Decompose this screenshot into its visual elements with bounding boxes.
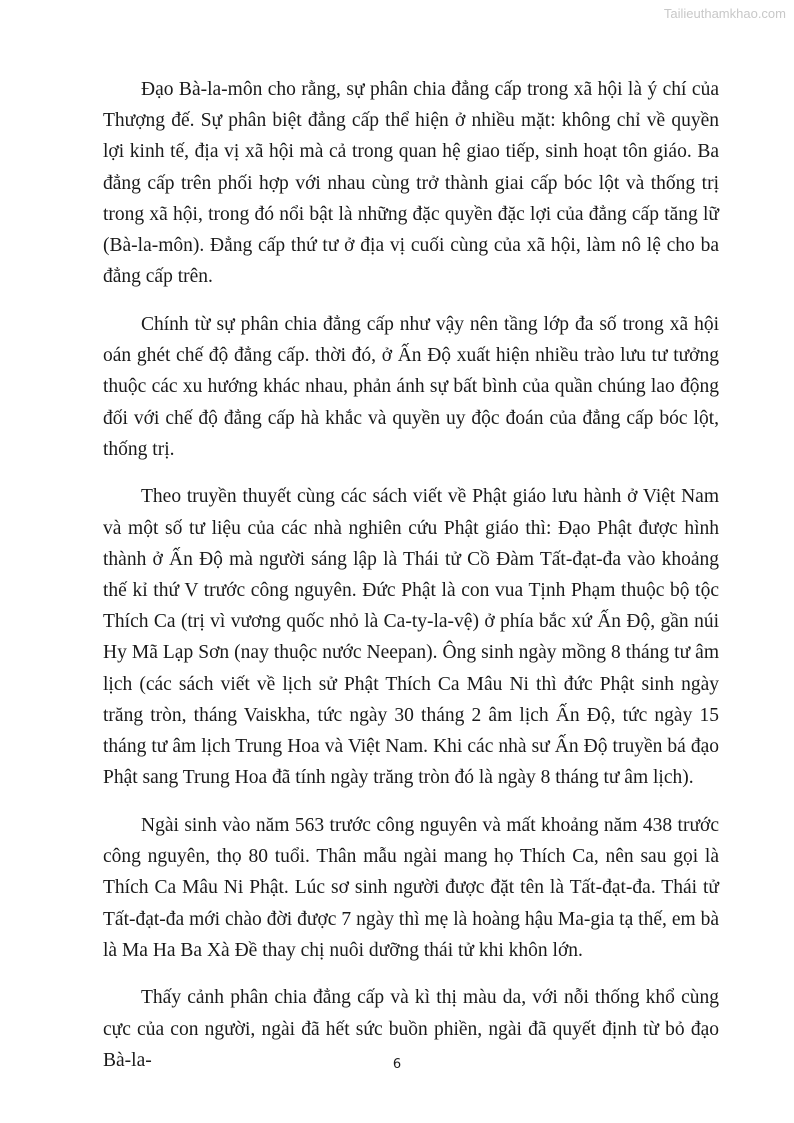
paragraph-4: Ngài sinh vào năm 563 trước công nguyên và mất khoảng năm 438 trước công nguyên, thọ 80 tuổi. Thân mẫu ngài mang họ Thích Ca, nên sau gọi là Thích Ca Mâu Ni Phật. Lúc sơ sinh người được đặt tên là Tất-đạt-đa. Thái tử Tất-đạt-đa mới chào đời được 7 ngày thì mẹ là hoàng hậu Ma-gia tạ thế, em bà là Ma Ha Ba Xà Đề thay chị nuôi dưỡng thái tử khi khôn lớn.: [103, 814, 719, 961]
paragraph-1: Đạo Bà-la-môn cho rằng, sự phân chia đẳng cấp trong xã hội là ý chí của Thượng đế. Sự phân biệt đẳng cấp thể hiện ở nhiều mặt: không chỉ về quyền lợi kinh tế, địa vị xã hội mà cả trong quan hệ giao tiếp, sinh hoạt tôn giáo. Ba đẳng cấp trên phối hợp với nhau cùng trở thành giai cấp bóc lột và thống trị trong xã hội, trong đó nổi bật là những đặc quyền đặc lợi của đẳng cấp tăng lữ (Bà-la-môn). Đẳng cấp thứ tư ở địa vị cuối cùng của xã hội, làm nô lệ cho ba đẳng cấp trên.: [103, 79, 719, 288]
paragraph-2: Chính từ sự phân chia đẳng cấp như vậy nên tầng lớp đa số trong xã hội oán ghét chế độ đẳng cấp. thời đó, ở Ấn Độ xuất hiện nhiều trào lưu tư tưởng thuộc các xu hướng khác nhau, phản ánh sự bất bình của quần chúng lao động đối với chế độ đẳng cấp hà khắc và quyền uy độc đoán của đẳng cấp bóc lột, thống trị.: [103, 313, 719, 460]
watermark: Tailieuthamkhao.com: [663, 6, 786, 21]
paragraph-3: Theo truyền thuyết cùng các sách viết về Phật giáo lưu hành ở Việt Nam và một số tư liệu của các nhà nghiên cứu Phật giáo thì: Đạo Phật được hình thành ở Ấn Độ mà người sáng lập là Thái tử Cồ Đàm Tất-đạt-đa vào khoảng thế kỉ thứ V trước công nguyên. Đức Phật là con vua Tịnh Phạm thuộc bộ tộc Thích Ca (trị vì vương quốc nhỏ là Ca-ty-la-vệ) ở phía bắc xứ Ấn Độ, gần núi Hy Mã Lạp Sơn (nay thuộc nước Neepan). Ông sinh ngày mồng 8 tháng tư âm lịch (các sách viết về lịch sử Phật Thích Ca Mâu Ni thì đức Phật sinh ngày trăng tròn, tháng Vaiskha, tức ngày 30 tháng 2 âm lịch Ấn Độ, tức ngày 15 tháng tư âm lịch Trung Hoa và Việt Nam. Khi các nhà sư Ấn Độ truyền bá đạo Phật sang Trung Hoa đã tính ngày trăng tròn đó là ngày 8 tháng tư âm lịch).: [103, 486, 719, 789]
page-number: 6: [392, 1057, 402, 1072]
paragraph-5: Thấy cảnh phân chia đẳng cấp và kì thị màu da, với nỗi thống khổ cùng cực của con người, ngài đã hết sức buồn phiền, ngài đã quyết định từ bỏ đạo Bà-la-: [103, 987, 719, 1071]
document-body: [103, 74, 719, 1093]
